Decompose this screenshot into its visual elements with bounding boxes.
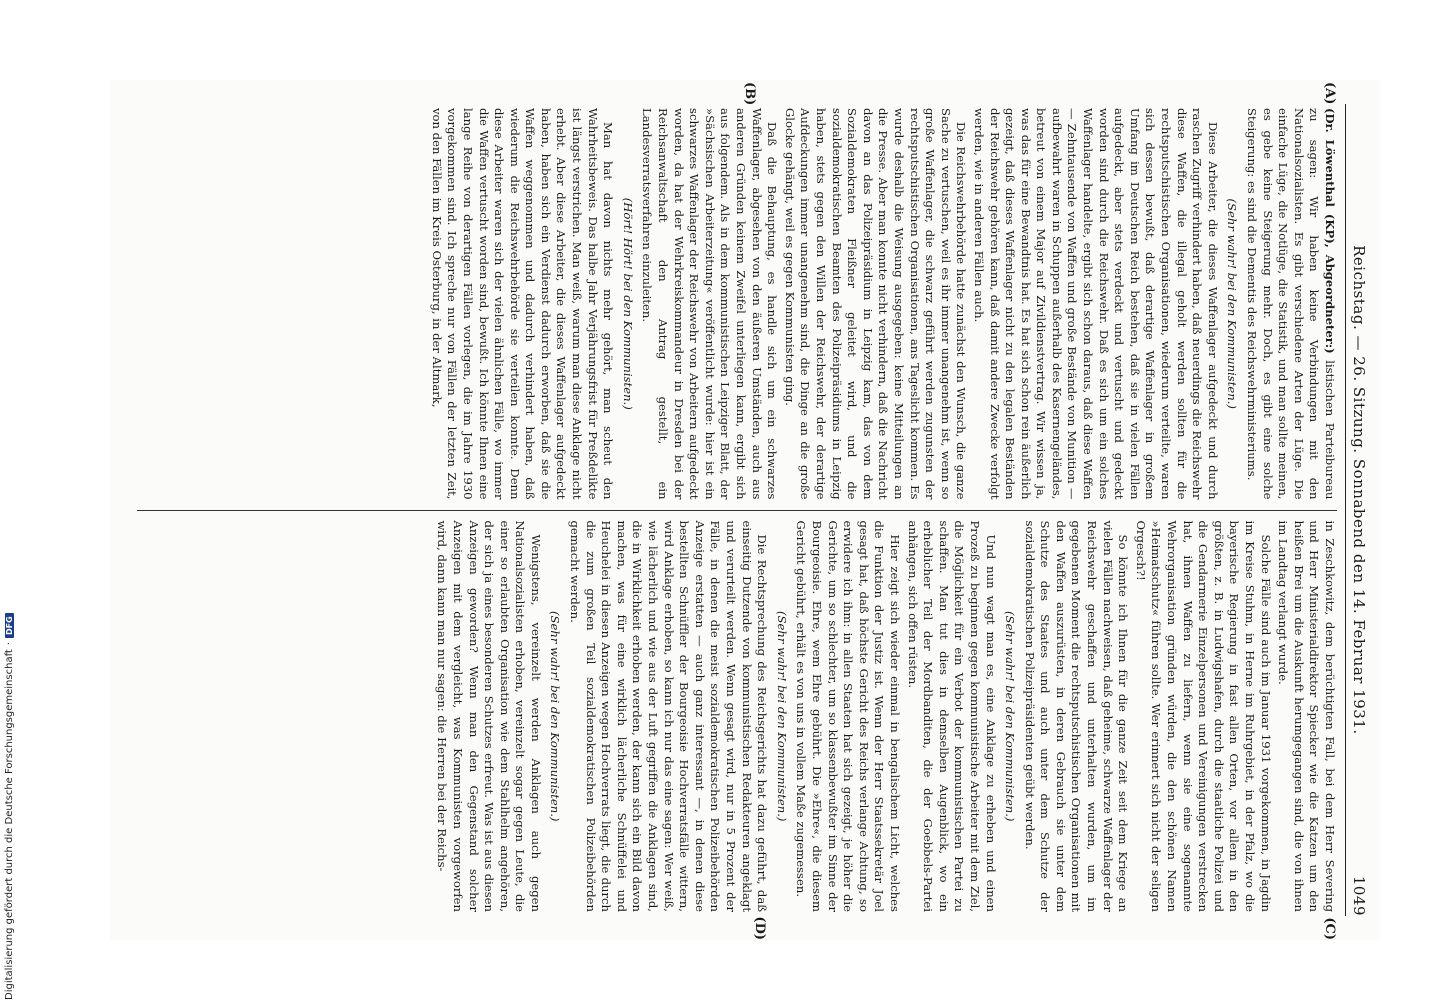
paragraph-text: listischen Parteibureau zu sagen: Wir haben keine Verbindungen mit den Nationalsozialisten. Es gibt verschiedene Arten der Lüge. Die einfache Lüge, die Notlüge, die Statistik, und man sollte meinen, es gebe keine Steigerung mehr. Doch, es gibt eine solche Steigerung: es sind die Dementis des Reichswehrministeriums. [1245, 108, 1337, 500]
paragraph: Und nun wagt man es, eine Anklage zu erheben und einen Prozeß zu beginnen gegen kommunistische Arbeiter mit dem Ziel, die Möglichkeit für ein Verbot der kommunistischen Partei zu schaffen. Man tut dies in demselben Augenblick, wo ein erheblicher Teil der Mordbanditen, die der Goebbels-Partei anhängen, sich offen rüsten. [905, 520, 998, 912]
header-title: Reichstag. — 26. Sitzung. Sonnabend den 14. Februar 1931. [1350, 245, 1368, 735]
paragraph: Wenigstens, vereinzelt werden Anklagen auch gegen Nationalsozialisten erhoben, vereinzelt sogar gegen Leute, die einer so erlaubten Organisation wie dem Stahlhelm angehören, der sich ja eines besonderen Schutzes erfreut. Was ist aus diesen Anzeigen geworden? Wenn man den Gegenstand solcher Anzeigen mit dem vergleicht, was Kommunisten vorgeworfen wird, dann kann man nur sagen: die Herren bei der Reichs- [435, 520, 543, 912]
speaker-name: (Dr. Löwenthal (KP), Abgeordneter:) [1323, 108, 1337, 354]
speaker-paragraph [1243, 108, 1337, 500]
document-page [110, 80, 1380, 940]
dfg-logo-icon: DFG [5, 613, 14, 638]
right-column [137, 511, 1337, 923]
margin-marker-c: (C) [1322, 917, 1337, 940]
paragraph: So könnte ich Ihnen für die ganze Zeit seit dem Kriege an vielen Fällen nachweisen, daß geheime, schwarze Waffenlager der Reichswehr geschaffen und unterhalten wurden, um im gegebenen Moment die rechtsputschistischen Organisationen mit den Waffen auszurüsten, in deren Gebrauch sie unter dem Schutze des Staates und auch unter dem Schutze der sozialdemokratischen Polizeipräsidenten geübt werden. [1022, 520, 1131, 913]
paragraph: Diese Arbeiter, die dieses Waffenlager aufgedeckt und durch raschen Zugriff verhindert haben, daß neuerdings die Reichswehr diese Waffen, die illegal geholt werden sollten für die rechtsputschistischen Organisationen, wiederum verteilte, waren sich dessen bewußt, daß derartige Waffenlager in großem Umfang im Deutschen Reich bestehen, daß sie in vielen Fällen aufgedeckt, aber stets verdeckt und vertuscht und gedeckt worden sind durch die Reichswehr. Daß es sich um ein solches Waffenlager handelte, ergibt sich schon daraus, daß diese Waffen — Zehntausende von Waffen und große Bestände von Munition — aufbewahrt waren in Schuppen außerhalb des Kasernengeländes, betreut von einem Major auf Zivildienstvertrag. Wir wissen ja, was das für eine Bewandtnis hat. Es hat sich schon rein äußerlich gezeigt, daß dieses Waffenlager nicht zu den legalen Beständen der Reichswehr gehören kann, daß damit andere Zwecke verfolgt werden, wie in anderen Fällen auch. [971, 108, 1220, 500]
paragraph: Daß die Behauptung, es handle sich um ein schwarzes Waffenlager, abgesehen von den äußeren Umständen, auch aus anderen Gründen keinem Zweifel unterliegen kann, ergibt sich aus folgendem. Als in dem kommunistischen Leipziger Blatt, der »Sächsischen Arbeiterzeitung« veröffentlicht wurde: hier ist ein schwarzes Waffenlager der Reichswehr von Arbeitern aufgedeckt worden, da hat der Wehrkreiskommandeur in Dresden bei der Reichsanwaltschaft den Antrag gestellt, ein Landesverratsverfahren einzuleiten. [640, 108, 780, 500]
interjection: (Sehr wahr! bei den Kommunisten.) [1225, 198, 1240, 409]
paragraph: in Zeschkowitz, dem berüchtigten Fall, bei dem Herr Severing und Herr Ministerialdirektor Spiecker wie die Katzen um den heißen Brei um die Auskunft herumgegangen sind, die von ihnen im Landtag verlangt wurde. [1276, 520, 1337, 912]
margin-marker-a: (A) [1322, 82, 1337, 105]
interjection: (Sehr wahr! bei den Kommunisten.) [548, 611, 563, 822]
margin-marker-b: (B) [742, 82, 757, 106]
paragraph: Hier zeigt sich wieder einmal in bengalischem Licht, welches die Funktion der Justiz ist. Wenn der Herr Staatssekretär Joel gesagt hat, daß höchste Gericht des Reichs verlange Achtung, so erwidere ich ihm: in allen Staaten hat sich gezeigt, je höher die Gerichte, um so schlechter, um so klassenbewußter im Sinne der Bourgeoisie. Ehre, wem Ehre gebührt. Die »Ehre«, die diesem Gericht gebührt, erhält es von uns in vollem Maße zugemessen. [794, 520, 902, 912]
interjection: (Hört! Hört! bei den Kommunisten.) [620, 197, 635, 410]
paragraph: Man hat davon nichts mehr gehört, man scheut den Wahrheitsbeweis. Das halbe Jahr Verjährungsfrist für Preßdelikte ist längst verstrichen. Man weiß, warum man diese Anklage nicht erhebt. Aber diese Arbeiter, die dieses Waffenlager aufgedeckt haben, haben sich ein Verdienst dadurch erworben, daß sie die Waffen weggenommen und dadurch verhindert haben, daß wiederum die Reichswehrbehörde sie verteilen konnte. Denn diese Arbeiter waren sich der vielen ähnlichen Fälle, wo immer die Waffen vertuscht worden sind, bewußt. Ich könnte Ihnen eine lange Reihe von derartigen Fällen vorlegen, die im Jahre 1930 vorgekommen sind. Ich spreche nur von Fällen der letzten Zeit, von den Fällen im Kreis Osterburg, in der Altmark, [429, 108, 616, 500]
digitization-credit: Digitalisierung gefördert durch die Deutsche Forschungsgemeinschaft · DFG [4, 613, 15, 1000]
paragraph: Die Rechtsprechung des Reichsgerichts hat dazu geführt, daß einseitig Dutzende von kommunistischen Redakteuren angeklagt und verurteilt werden. Wenn gesagt wird, nur in 5 Prozent der Fälle, in denen die meist sozialdemokratischen Polizeibehörden Anzeige erstatten — auch ganz interessant —, in denen diese bestellten Schnüffler der Bourgeoisie Hochverratsfälle wittern, wird Anklage erhoben, so kann ich nur das eine sagen: Wer weiß, wie lächerlich und wie aus der Luft gegriffen die Anklagen sind, die in Wirklichkeit erhoben werden, der kann sich ein Bild davon machen, was für eine wirklich lächerliche Schnüffelei und Heuchelei in diesen Anzeigen wegen Hochverrats liegt, die durch die zum großen Teil sozialdemokratischen Polizeibehörden gemacht werden. [568, 520, 770, 912]
paragraph: Die Reichswehrbehörde hatte zunächst den Wunsch, die ganze Sache zu vertuschen, weil es ihr immer unangenehm ist, wenn so große Waffenlager, die schwarz geführt werden zugunsten der rechtsputschistischen Organisationen, ans Tageslicht kommen. Es wurde deshalb die Weisung ausgegeben: keine Mitteilungen an die Presse. Aber man konnte nicht verhindern, daß die Nachricht davon an das Polizeipräsidium in Leipzig kam, das von dem Sozialdemokraten Fleißner geleitet wird, und die sozialdemokratischen Beamten des Polizeipräsidiums in Leipzig haben, stets gegen den Willen der Reichswehr, der derartige Aufdeckungen immer unangenehm sind, die Dinge an die große Glocke gehängt, weil es gegen Kommunisten ging. [782, 108, 969, 500]
interjection: (Sehr wahr! bei den Kommunisten.) [774, 611, 789, 822]
margin-marker-d: (D) [752, 916, 767, 940]
text-columns [137, 82, 1337, 940]
page-number: 1049 [1350, 875, 1368, 916]
running-head [1345, 104, 1368, 916]
credit-text: Digitalisierung gefördert durch die Deutsche Forschungsgemeinschaft [4, 649, 15, 1000]
paragraph: Solche Fälle sind auch im Januar 1931 vorgekommen, in Jagdin im Kreise Stuhm, in Herne im Ruhrgebiet, in der Pfalz, wo die bayerische Regierung in fast allen Orten, vor allem in den größten, z. B. in Ludwigshafen, durch die staatliche Polizei und die Gendarmerie Einzelpersonen und Vereinigungen verstrecken hat, ihnen Waffen zu liefern, wenn sie eine sogenannte Wehrorganisation gründen würden, die den schönen Namen »Heimatschutz« führen sollte. Wer erinnert sich nicht der seligen Orgesch?! [1133, 520, 1273, 912]
interjection: (Sehr wahr! bei den Kommunisten.) [1003, 611, 1018, 822]
left-column [137, 98, 1337, 510]
